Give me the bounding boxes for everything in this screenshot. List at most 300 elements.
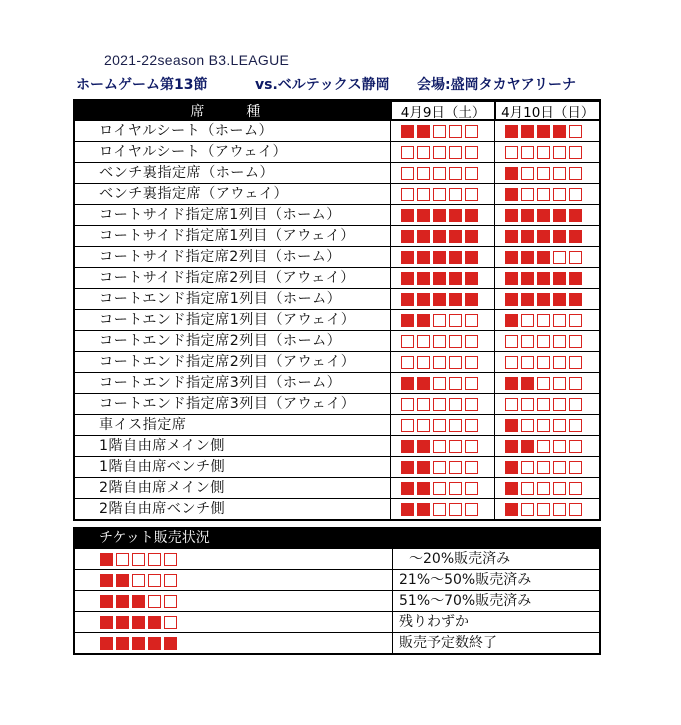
empty-square-icon (417, 188, 430, 201)
status-day1 (390, 247, 495, 267)
filled-square-icon (537, 230, 550, 243)
filled-square-icon (100, 553, 113, 566)
col-seat-header: 席 種 (190, 103, 275, 120)
empty-square-icon (401, 335, 414, 348)
filled-square-icon (521, 251, 534, 264)
empty-square-icon (417, 356, 430, 369)
empty-square-icon (465, 419, 478, 432)
status-day2 (494, 478, 599, 498)
empty-square-icon (164, 574, 177, 587)
empty-square-icon (449, 503, 462, 516)
table-row (75, 435, 599, 456)
status-day1 (390, 331, 495, 351)
empty-square-icon (553, 146, 566, 159)
empty-square-icon (401, 188, 414, 201)
filled-square-icon (417, 230, 430, 243)
filled-square-icon (465, 293, 478, 306)
status-day2 (494, 499, 599, 519)
status-day1 (390, 184, 495, 204)
empty-square-icon (553, 335, 566, 348)
status-day1 (390, 205, 495, 225)
empty-square-icon (569, 125, 582, 138)
empty-square-icon (521, 482, 534, 495)
table-row (75, 225, 599, 246)
status-day2 (494, 142, 599, 162)
filled-square-icon (401, 440, 414, 453)
empty-square-icon (433, 377, 446, 390)
col-day2-header: 4月10日（日） (494, 102, 599, 119)
table-row (75, 477, 599, 498)
empty-square-icon (521, 314, 534, 327)
filled-square-icon (537, 209, 550, 222)
table-row (75, 183, 599, 204)
empty-square-icon (521, 188, 534, 201)
seat-name: 2階自由席メイン側 (99, 480, 225, 496)
empty-square-icon (401, 146, 414, 159)
empty-square-icon (537, 167, 550, 180)
empty-square-icon (433, 398, 446, 411)
filled-square-icon (417, 293, 430, 306)
filled-square-icon (417, 314, 430, 327)
filled-square-icon (505, 272, 518, 285)
legend-label: 21%～50%販売済み (392, 570, 599, 590)
filled-square-icon (553, 272, 566, 285)
filled-square-icon (132, 637, 145, 650)
filled-square-icon (521, 440, 534, 453)
empty-square-icon (537, 356, 550, 369)
empty-square-icon (521, 461, 534, 474)
table-row (75, 120, 599, 141)
seat-name: コートエンド指定席1列目（アウェイ） (99, 312, 356, 328)
seat-name: ロイヤルシート（アウェイ） (99, 144, 288, 160)
filled-square-icon (521, 293, 534, 306)
status-day1 (390, 499, 495, 519)
empty-square-icon (505, 398, 518, 411)
status-day2 (494, 121, 599, 141)
status-day1 (390, 289, 495, 309)
empty-square-icon (553, 461, 566, 474)
empty-square-icon (417, 335, 430, 348)
empty-square-icon (164, 616, 177, 629)
empty-square-icon (433, 146, 446, 159)
empty-square-icon (553, 503, 566, 516)
empty-square-icon (569, 377, 582, 390)
filled-square-icon (505, 251, 518, 264)
status-day1 (390, 457, 495, 477)
empty-square-icon (553, 314, 566, 327)
empty-square-icon (521, 167, 534, 180)
empty-square-icon (401, 167, 414, 180)
legend-label: 51%～70%販売済み (392, 591, 599, 611)
table-row (75, 351, 599, 372)
empty-square-icon (465, 377, 478, 390)
table-row (75, 372, 599, 393)
empty-square-icon (433, 503, 446, 516)
legend-table (73, 527, 601, 655)
empty-square-icon (449, 482, 462, 495)
filled-square-icon (449, 251, 462, 264)
table-row (75, 393, 599, 414)
status-day1 (390, 415, 495, 435)
filled-square-icon (433, 293, 446, 306)
empty-square-icon (417, 146, 430, 159)
filled-square-icon (401, 125, 414, 138)
filled-square-icon (505, 167, 518, 180)
legend-row (75, 569, 599, 590)
filled-square-icon (116, 574, 129, 587)
table-row (75, 309, 599, 330)
empty-square-icon (449, 314, 462, 327)
filled-square-icon (537, 293, 550, 306)
col-day1-header: 4月9日（土） (390, 102, 495, 119)
empty-square-icon (521, 398, 534, 411)
filled-square-icon (537, 251, 550, 264)
filled-square-icon (148, 616, 161, 629)
empty-square-icon (449, 461, 462, 474)
empty-square-icon (148, 595, 161, 608)
empty-square-icon (433, 167, 446, 180)
empty-square-icon (433, 335, 446, 348)
filled-square-icon (449, 272, 462, 285)
empty-square-icon (505, 146, 518, 159)
empty-square-icon (465, 440, 478, 453)
filled-square-icon (521, 209, 534, 222)
table-row (75, 288, 599, 309)
filled-square-icon (417, 209, 430, 222)
filled-square-icon (449, 209, 462, 222)
empty-square-icon (465, 356, 478, 369)
empty-square-icon (553, 251, 566, 264)
filled-square-icon (116, 637, 129, 650)
seat-name: ロイヤルシート（ホーム） (99, 123, 274, 139)
status-day1 (390, 436, 495, 456)
empty-square-icon (505, 335, 518, 348)
status-day2 (494, 352, 599, 372)
empty-square-icon (537, 440, 550, 453)
empty-square-icon (449, 440, 462, 453)
filled-square-icon (505, 314, 518, 327)
table-row (75, 498, 599, 519)
filled-square-icon (537, 272, 550, 285)
filled-square-icon (521, 125, 534, 138)
table-body (75, 120, 599, 519)
filled-square-icon (505, 482, 518, 495)
filled-square-icon (417, 461, 430, 474)
seat-name: 2階自由席ベンチ側 (99, 501, 226, 517)
filled-square-icon (417, 440, 430, 453)
empty-square-icon (569, 482, 582, 495)
status-day1 (390, 268, 495, 288)
filled-square-icon (521, 230, 534, 243)
seat-name: コートエンド指定席3列目（アウェイ） (99, 396, 356, 412)
status-day2 (494, 289, 599, 309)
empty-square-icon (132, 574, 145, 587)
empty-square-icon (521, 419, 534, 432)
filled-square-icon (116, 616, 129, 629)
seat-name: コートサイド指定席1列目（アウェイ） (99, 228, 355, 244)
empty-square-icon (569, 419, 582, 432)
status-day2 (494, 163, 599, 183)
empty-square-icon (521, 356, 534, 369)
empty-square-icon (465, 314, 478, 327)
empty-square-icon (521, 335, 534, 348)
empty-square-icon (465, 398, 478, 411)
filled-square-icon (553, 209, 566, 222)
filled-square-icon (569, 209, 582, 222)
empty-square-icon (537, 482, 550, 495)
empty-square-icon (433, 461, 446, 474)
filled-square-icon (521, 272, 534, 285)
empty-square-icon (465, 461, 478, 474)
empty-square-icon (537, 377, 550, 390)
empty-square-icon (553, 356, 566, 369)
empty-square-icon (164, 595, 177, 608)
filled-square-icon (417, 503, 430, 516)
status-day2 (494, 247, 599, 267)
empty-square-icon (417, 167, 430, 180)
empty-square-icon (553, 377, 566, 390)
empty-square-icon (537, 146, 550, 159)
empty-square-icon (465, 335, 478, 348)
status-day1 (390, 163, 495, 183)
filled-square-icon (505, 419, 518, 432)
filled-square-icon (505, 377, 518, 390)
empty-square-icon (569, 251, 582, 264)
empty-square-icon (449, 125, 462, 138)
filled-square-icon (505, 440, 518, 453)
seat-name: コートエンド指定席2列目（アウェイ） (99, 354, 356, 370)
filled-square-icon (132, 616, 145, 629)
table-row (75, 456, 599, 477)
filled-square-icon (401, 377, 414, 390)
filled-square-icon (417, 251, 430, 264)
filled-square-icon (465, 251, 478, 264)
empty-square-icon (449, 167, 462, 180)
filled-square-icon (417, 482, 430, 495)
status-day2 (494, 268, 599, 288)
status-day1 (390, 121, 495, 141)
legend-squares (75, 591, 392, 611)
filled-square-icon (521, 377, 534, 390)
empty-square-icon (401, 356, 414, 369)
filled-square-icon (132, 595, 145, 608)
empty-square-icon (553, 440, 566, 453)
filled-square-icon (401, 482, 414, 495)
empty-square-icon (433, 314, 446, 327)
empty-square-icon (433, 419, 446, 432)
filled-square-icon (433, 230, 446, 243)
filled-square-icon (449, 293, 462, 306)
season-title: 2021-22season B3.LEAGUE (104, 52, 290, 68)
filled-square-icon (417, 125, 430, 138)
filled-square-icon (433, 209, 446, 222)
filled-square-icon (433, 251, 446, 264)
empty-square-icon (148, 574, 161, 587)
legend-label: 販売予定数終了 (392, 633, 599, 653)
empty-square-icon (465, 146, 478, 159)
filled-square-icon (465, 272, 478, 285)
filled-square-icon (401, 314, 414, 327)
empty-square-icon (449, 188, 462, 201)
filled-square-icon (465, 209, 478, 222)
status-day2 (494, 373, 599, 393)
filled-square-icon (401, 293, 414, 306)
seat-name: ベンチ裏指定席（アウェイ） (99, 186, 289, 202)
filled-square-icon (116, 595, 129, 608)
status-day1 (390, 310, 495, 330)
empty-square-icon (569, 461, 582, 474)
status-day2 (494, 436, 599, 456)
status-day2 (494, 205, 599, 225)
empty-square-icon (465, 125, 478, 138)
empty-square-icon (569, 146, 582, 159)
empty-square-icon (401, 419, 414, 432)
empty-square-icon (505, 356, 518, 369)
filled-square-icon (505, 230, 518, 243)
filled-square-icon (401, 230, 414, 243)
empty-square-icon (553, 398, 566, 411)
table-row (75, 414, 599, 435)
table-row (75, 162, 599, 183)
empty-square-icon (132, 553, 145, 566)
filled-square-icon (100, 616, 113, 629)
empty-square-icon (537, 419, 550, 432)
filled-square-icon (569, 230, 582, 243)
legend-squares (75, 633, 392, 653)
empty-square-icon (569, 335, 582, 348)
empty-square-icon (465, 188, 478, 201)
legend-body (75, 548, 599, 653)
status-day2 (494, 184, 599, 204)
legend-row (75, 611, 599, 632)
legend-row (75, 632, 599, 653)
filled-square-icon (553, 125, 566, 138)
empty-square-icon (433, 125, 446, 138)
empty-square-icon (569, 503, 582, 516)
filled-square-icon (401, 272, 414, 285)
filled-square-icon (553, 230, 566, 243)
filled-square-icon (569, 293, 582, 306)
seat-status-table (73, 99, 601, 521)
filled-square-icon (164, 637, 177, 650)
filled-square-icon (417, 377, 430, 390)
empty-square-icon (569, 398, 582, 411)
empty-square-icon (537, 398, 550, 411)
empty-square-icon (449, 419, 462, 432)
empty-square-icon (433, 356, 446, 369)
table-row (75, 246, 599, 267)
legend-row (75, 548, 599, 569)
filled-square-icon (100, 595, 113, 608)
empty-square-icon (537, 188, 550, 201)
filled-square-icon (401, 461, 414, 474)
seat-name: 1階自由席メイン側 (99, 438, 225, 454)
empty-square-icon (553, 188, 566, 201)
empty-square-icon (553, 419, 566, 432)
legend-squares (75, 549, 392, 569)
empty-square-icon (521, 146, 534, 159)
filled-square-icon (433, 272, 446, 285)
legend-row (75, 590, 599, 611)
venue: 会場:盛岡タカヤアリーナ (417, 77, 577, 93)
empty-square-icon (417, 419, 430, 432)
empty-square-icon (148, 553, 161, 566)
filled-square-icon (465, 230, 478, 243)
seat-name: コートサイド指定席1列目（ホーム） (99, 207, 341, 223)
status-day1 (390, 373, 495, 393)
seat-name: 車イス指定席 (99, 417, 187, 433)
status-day2 (494, 394, 599, 414)
filled-square-icon (505, 188, 518, 201)
empty-square-icon (449, 356, 462, 369)
legend-label: ～20%販売済み (392, 549, 599, 569)
filled-square-icon (401, 251, 414, 264)
legend-squares (75, 612, 392, 632)
empty-square-icon (569, 440, 582, 453)
empty-square-icon (164, 553, 177, 566)
filled-square-icon (148, 637, 161, 650)
status-day2 (494, 331, 599, 351)
table-row (75, 204, 599, 225)
seat-name: 1階自由席ベンチ側 (99, 459, 226, 475)
empty-square-icon (449, 398, 462, 411)
filled-square-icon (537, 125, 550, 138)
status-day2 (494, 415, 599, 435)
empty-square-icon (537, 503, 550, 516)
filled-square-icon (417, 272, 430, 285)
table-row (75, 141, 599, 162)
seat-name: コートサイド指定席2列目（ホーム） (99, 249, 341, 265)
empty-square-icon (537, 335, 550, 348)
empty-square-icon (116, 553, 129, 566)
empty-square-icon (553, 482, 566, 495)
empty-square-icon (537, 314, 550, 327)
empty-square-icon (465, 482, 478, 495)
filled-square-icon (505, 293, 518, 306)
empty-square-icon (449, 377, 462, 390)
filled-square-icon (505, 503, 518, 516)
empty-square-icon (569, 188, 582, 201)
status-day1 (390, 478, 495, 498)
filled-square-icon (505, 461, 518, 474)
seat-name: コートエンド指定席1列目（ホーム） (99, 291, 342, 307)
empty-square-icon (433, 440, 446, 453)
filled-square-icon (505, 209, 518, 222)
filled-square-icon (401, 503, 414, 516)
seat-name: ベンチ裏指定席（ホーム） (99, 165, 275, 181)
empty-square-icon (449, 146, 462, 159)
legend-squares (75, 570, 392, 590)
empty-square-icon (465, 503, 478, 516)
table-header (75, 101, 599, 120)
game-number: ホームゲーム第13節 (76, 77, 208, 93)
filled-square-icon (569, 272, 582, 285)
empty-square-icon (553, 167, 566, 180)
empty-square-icon (569, 167, 582, 180)
table-row (75, 267, 599, 288)
empty-square-icon (433, 482, 446, 495)
empty-square-icon (449, 335, 462, 348)
table-row (75, 330, 599, 351)
opponent: vs.ベルテックス静岡 (255, 77, 390, 93)
status-day2 (494, 457, 599, 477)
filled-square-icon (401, 209, 414, 222)
game-title-line (76, 74, 577, 94)
filled-square-icon (553, 293, 566, 306)
seat-name: コートエンド指定席3列目（ホーム） (99, 375, 342, 391)
status-day2 (494, 226, 599, 246)
empty-square-icon (569, 356, 582, 369)
